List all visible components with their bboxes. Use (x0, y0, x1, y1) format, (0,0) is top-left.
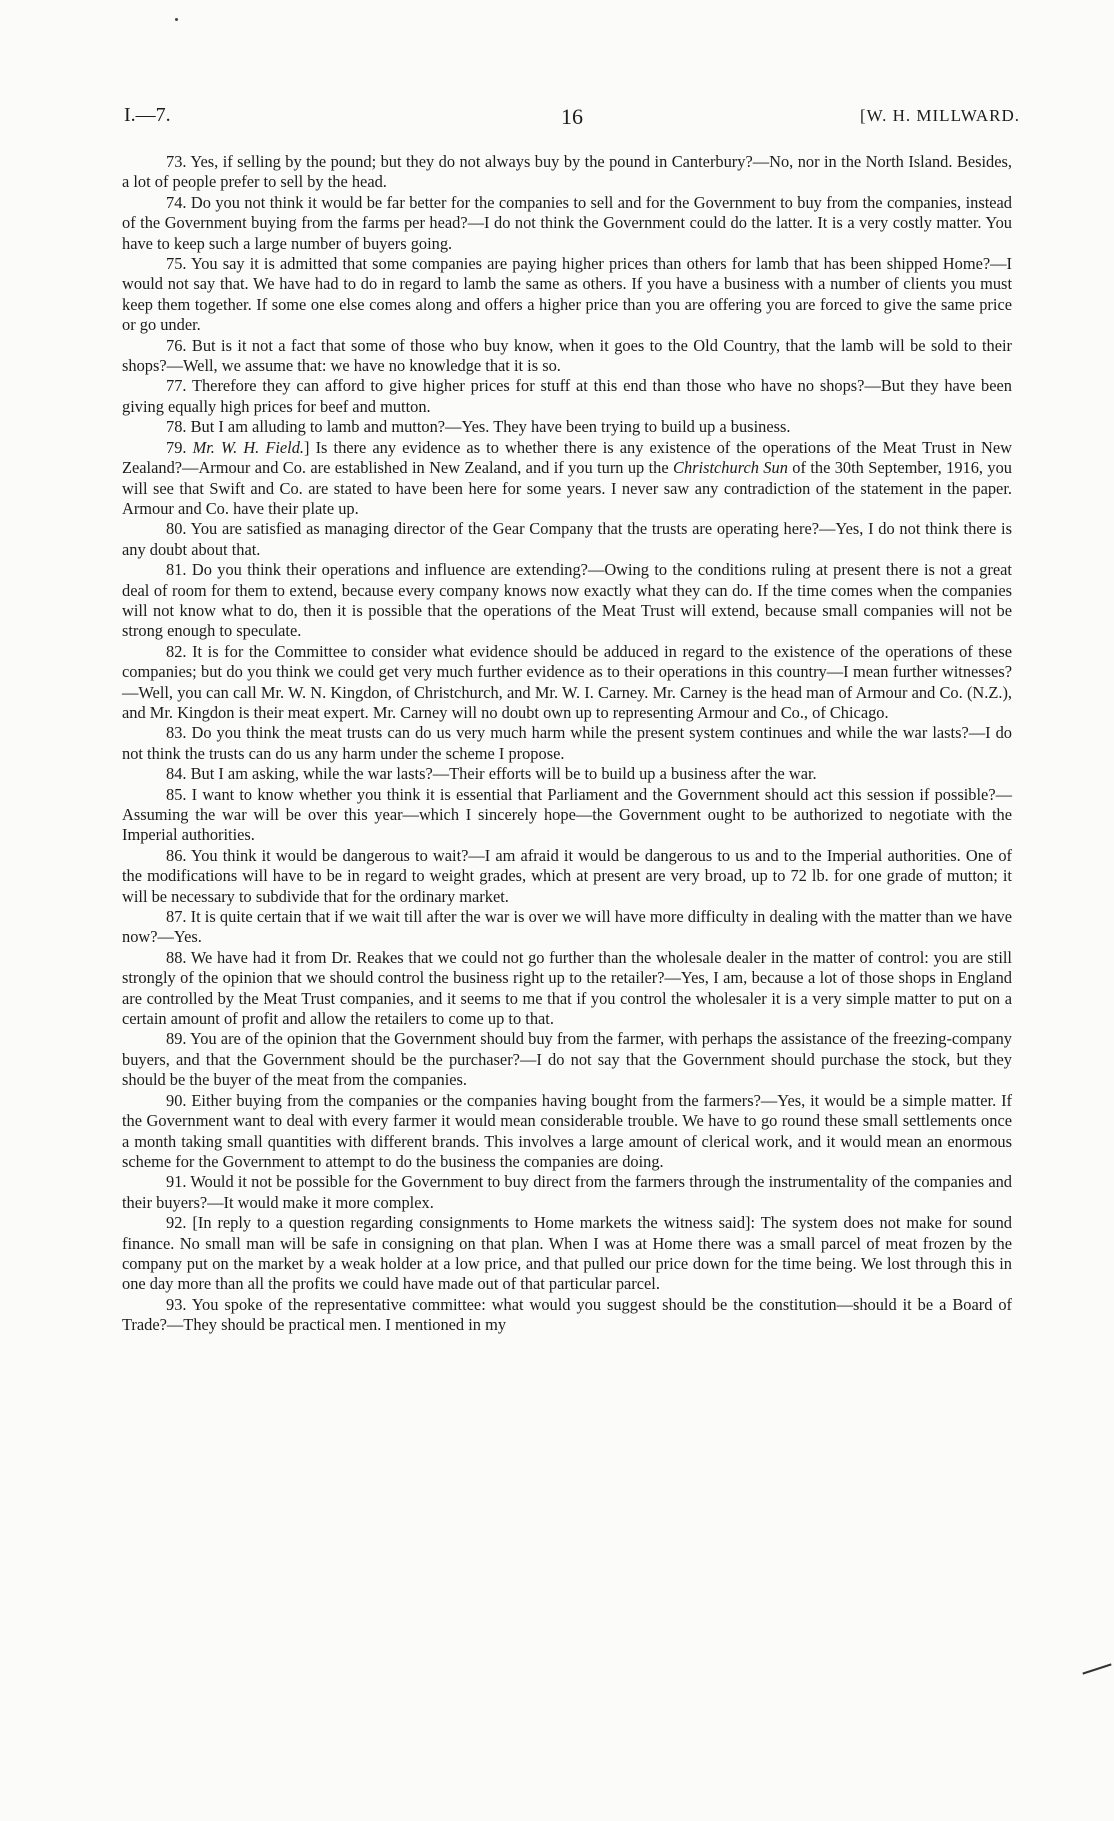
page-header (124, 104, 1020, 134)
paragraph-79-number: 79. (166, 437, 187, 457)
paragraph-93: 93. You spoke of the representative committee: what would you suggest should be the constitution—should it be a Board of Trade?—They should be practical men. I mentioned in my (122, 1294, 1012, 1335)
paragraph-91: 91. Would it not be possible for the Government to buy direct from the farmers through the instrumentality of the companies and their buyers?—It would make it more complex. (122, 1172, 1012, 1212)
paragraph-88: 88. We have had it from Dr. Reakes that we could not go further than the wholesale dealer in the matter of control: you are still strongly of the opinion that we should control the business right up to the retailer?—Yes, I am, because a lot of those shops in England are controlled by the Meat Trust companies, and it seems to me that if you control the wholesaler it is a very simple matter to put on a certain amount of profit and allow the retailers to come up to that. (122, 947, 1012, 1029)
paragraph-77: 77. Therefore they can afford to give higher prices for stuff at this end than those who have no shops?—But they have been giving equally high prices for beef and mutton. (122, 376, 1012, 416)
paragraph-79-speaker: Mr. W. H. Field. (192, 437, 305, 457)
margin-mark (1082, 1663, 1111, 1674)
witness-name: [W. H. MILLWARD. (859, 106, 1020, 125)
paragraph-84: 84. But I am asking, while the war lasts?—Their efforts will be to build up a business after the war. (166, 764, 817, 784)
paragraph-85: 85. I want to know whether you think it is essential that Parliament and the Government should act this session if possible?—Assuming the war will be over this year—which I sincerely hope—the Government ought to be authorized to negotiate with the Imperial authorities. (122, 784, 1012, 845)
document-body (122, 152, 1012, 1336)
paragraph-89: 89. You are of the opinion that the Government should buy from the farmer, with perhaps the assistance of the freezing-company buyers, and that the Government should be the purchaser?—I do not say that the Government should purchase the stock, but they should be the buyer of the meat from the companies. (122, 1029, 1012, 1090)
paragraph-79-text-1: ] Is there any evidence as to whether there is any existence of the operations of the Meat Trust in New Zealand?—Armour and Co. are established in New Zealand, and if you turn up the (122, 437, 1012, 478)
paragraph-81: 81. Do you think their operations and influence are extending?—Owing to the conditions ruling at present there is not a great deal of room for them to extend, because every company knows now exactly what they can do. If the time comes when the companies will not know what to do, then it is possible that the operations of the Meat Trust will extend, because small companies will not be strong enough to speculate. (122, 560, 1012, 641)
paragraph-74: 74. Do you not think it would be far better for the companies to sell and for the Government to buy from the companies, instead of the Government buying from the farms per head?—I do not think the Government could do the latter. It is a very costly matter. You have to keep such a large number of buyers going. (122, 192, 1012, 253)
paragraph-79 (122, 438, 1012, 520)
paragraph-79-text-2: of the 30th September, 1916, you will see that Swift and Co. are stated to have been here for some years. I never saw any contradiction of the statement in the paper. Armour and Co. have their plate up. (122, 458, 1012, 518)
page-number: 16 (561, 104, 583, 129)
paragraph-78: 78. But I am alluding to lamb and mutton?—Yes. They have been trying to build up a business. (166, 417, 791, 437)
paragraph-83: 83. Do you think the meat trusts can do us very much harm while the present system continues and while the war lasts?—I do not think the trusts can do us any harm under the scheme I propose. (122, 723, 1012, 763)
paragraph-80: 80. You are satisfied as managing director of the Gear Company that the trusts are operating here?—Yes, I do not think there is any doubt about that. (122, 519, 1012, 559)
paragraph-82: 82. It is for the Committee to consider what evidence should be adduced in regard to the existence of the operations of these companies; but do you think we could get very much further evidence as to their operations in this country—I mean further witnesses?—Well, you can call Mr. W. N. Kingdon, of Christchurch, and Mr. W. I. Carney. Mr. Carney is the head man of Armour and Co. (N.Z.), and Mr. Kingdon is their meat expert. Mr. Carney will no doubt own up to representing Armour and Co., of Chicago. (122, 641, 1012, 722)
paragraph-86: 86. You think it would be dangerous to wait?—I am afraid it would be dangerous to us and to the Imperial authorities. One of the modifications will have to be in regard to weight grades, which at present are very broad, up to 72 lb. for one grade of mutton; it will be necessary to subdivide that for the ordinary market. (122, 845, 1012, 906)
paragraph-76: 76. But is it not a fact that some of those who buy know, when it goes to the Old Country, that the lamb will be sold to their shops?—Well, we assume that: we have no knowledge that it is so. (122, 335, 1012, 376)
paragraph-73: 73. Yes, if selling by the pound; but they do not always buy by the pound in Canterbury?—No, nor in the North Island. Besides, a lot of people prefer to sell by the head. (122, 152, 1012, 192)
scan-speck (175, 18, 178, 21)
paragraph-90: 90. Either buying from the companies or the companies having bought from the farmers?—Yes, it would be a simple matter. If the Government want to deal with every farmer it would mean considerable trouble. We have to go round these small settlements once a month taking small quantities with different brands. This involves a large amount of clerical work, and it would mean an enormous scheme for the Government to attempt to do the business the companies are doing. (122, 1090, 1012, 1171)
paragraph-79-newspaper: Christchurch Sun (673, 458, 788, 478)
paragraph-87: 87. It is quite certain that if we wait till after the war is over we will have more difficulty in dealing with the matter than we have now?—Yes. (122, 907, 1012, 947)
paragraph-75: 75. You say it is admitted that some companies are paying higher prices than others for lamb that has been shipped Home?—I would not say that. We have had to do in regard to lamb the same as others. If you have a business with a number of clients you must keep them together. If some one else comes along and offers a higher price than you are offering you are forced to give the same price or go under. (122, 254, 1012, 335)
paper-reference: I.—7. (124, 104, 171, 126)
paragraph-92: 92. [In reply to a question regarding consignments to Home markets the witness said]: The system does not make for sound finance. No small man will be safe in consigning on that plan. When I was at Home there was a small parcel of meat frozen by the company put on the market by a weak holder at a low price, and that pulled our price down for the time being. We lost through this in one day more than all the profits we could have made out of that particular parcel. (122, 1213, 1012, 1294)
